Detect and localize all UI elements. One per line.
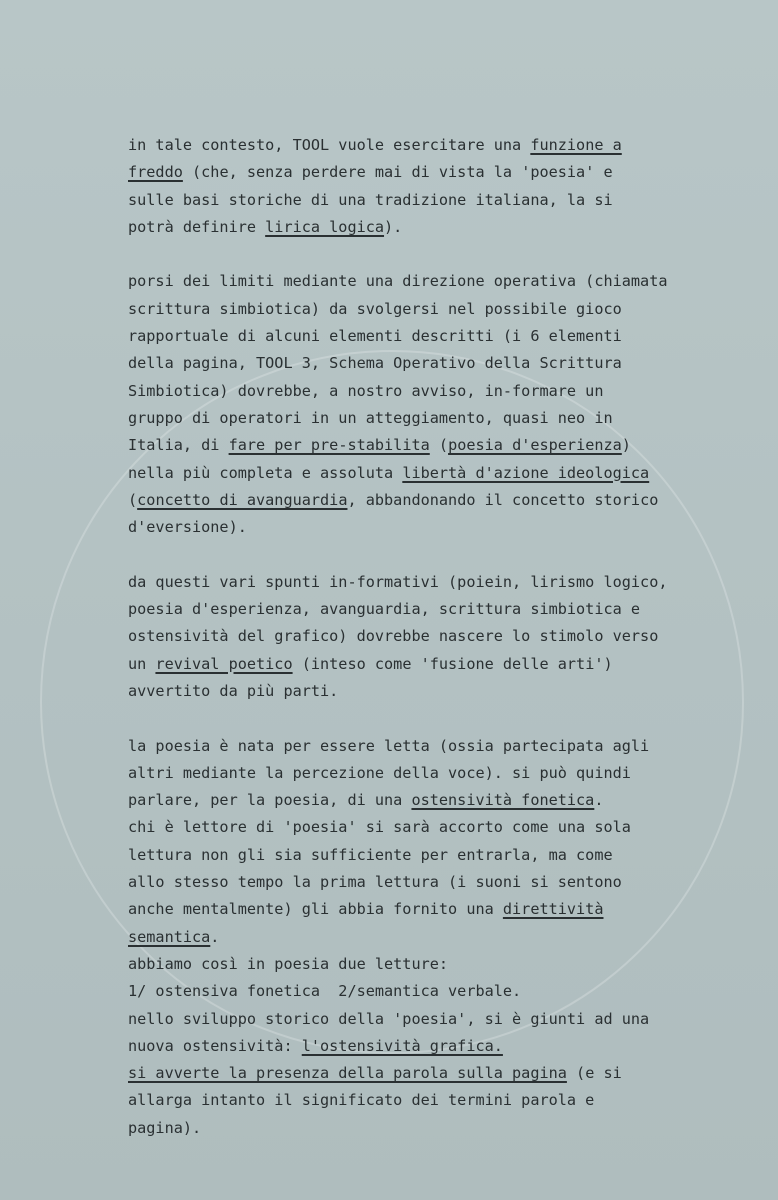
text-line: [128, 432, 748, 459]
text-segment: da questi vari spunti in-formativi (poiein, lirismo logico,: [128, 572, 668, 591]
text-segment: altri mediante la percezione della voce). si può quindi: [128, 763, 631, 782]
text-segment: ).: [384, 217, 403, 236]
text-line: [128, 951, 748, 978]
text-line: [128, 896, 748, 923]
text-segment: pagina).: [128, 1118, 202, 1137]
text-line: [128, 869, 748, 896]
text-line: [128, 596, 748, 623]
text-segment: rapportuale di alcuni elementi descritti (i 6 elementi: [128, 327, 622, 346]
text-line: [128, 378, 748, 405]
text-line: [128, 1060, 748, 1087]
underlined-phrase: semantica: [128, 927, 211, 946]
paragraph-gap: [128, 705, 748, 732]
text-segment: anche mentalmente) gli abbia fornito una: [128, 900, 503, 919]
text-line: [128, 187, 748, 214]
text-segment: (: [128, 490, 138, 509]
text-segment: scrittura simbiotica) da svolgersi nel possibile gioco: [128, 299, 622, 318]
text-segment: poesia d'esperienza, avanguardia, scrittura simbiotica e: [128, 600, 641, 619]
text-line: [128, 842, 748, 869]
text-line: [128, 1115, 748, 1142]
text-line: [128, 1033, 748, 1060]
text-segment: (e si: [566, 1064, 622, 1083]
text-segment: porsi dei limiti mediante una direzione operativa (chiamata: [128, 272, 668, 291]
text-line: [128, 569, 748, 596]
text-line: [128, 651, 748, 678]
text-segment: Simbiotica) dovrebbe, a nostro avviso, in-formare un: [128, 381, 604, 400]
underlined-phrase: l'ostensività grafica.: [301, 1036, 503, 1055]
underlined-phrase: ostensività fonetica: [411, 791, 595, 810]
text-line: [128, 814, 748, 841]
text-segment: della pagina, TOOL 3, Schema Operativo della Scrittura: [128, 354, 622, 373]
text-line: [128, 787, 748, 814]
underlined-phrase: libertà d'azione ideologica: [402, 463, 650, 482]
text-segment: ostensività del grafico) dovrebbe nascere lo stimolo verso: [128, 627, 659, 646]
underlined-phrase: fare per pre-stabilita: [228, 436, 430, 455]
text-segment: allo stesso tempo la prima lettura (i suoni si sentono: [128, 873, 622, 892]
text-line: [128, 1006, 748, 1033]
text-segment: .: [210, 927, 220, 946]
text-line: [128, 760, 748, 787]
underlined-phrase: concetto di avanguardia: [137, 490, 348, 509]
text-segment: Italia, di: [128, 436, 229, 455]
paragraph-gap: [128, 541, 748, 568]
text-segment: parlare, per la poesia, di una: [128, 791, 412, 810]
text-segment: sulle basi storiche di una tradizione italiana, la si: [128, 190, 613, 209]
text-line: [128, 132, 748, 159]
underlined-phrase: si avverte la presenza della parola sulla pagina: [128, 1064, 567, 1083]
text-line: [128, 733, 748, 760]
text-segment: (: [429, 436, 449, 455]
underlined-phrase: direttività: [502, 900, 604, 919]
text-segment: in tale contesto, TOOL vuole esercitare una: [128, 136, 531, 154]
text-segment: 1/ ostensiva fonetica 2/semantica verbale.: [128, 982, 522, 1001]
text-segment: (inteso come 'fusione delle arti'): [292, 654, 613, 673]
text-segment: avvertito da più parti.: [128, 681, 339, 700]
text-line: [128, 296, 748, 323]
text-line: [128, 460, 748, 487]
text-segment: lettura non gli sia sufficiente per entrarla, ma come: [128, 845, 613, 864]
text-line: [128, 487, 748, 514]
text-segment: potrà definire: [128, 217, 266, 236]
underlined-phrase: poesia d'esperienza: [448, 436, 622, 455]
text-segment: allarga intanto il significato dei termini parola e: [128, 1091, 595, 1110]
text-line: [128, 1087, 748, 1114]
text-segment: nello sviluppo storico della 'poesia', si è giunti ad una: [128, 1009, 650, 1028]
typed-text-body: [128, 132, 748, 1142]
text-segment: ): [621, 436, 631, 455]
text-line: [128, 978, 748, 1005]
text-line: [128, 678, 748, 705]
text-segment: la poesia è nata per essere letta (ossia partecipata agli: [128, 736, 650, 755]
underlined-phrase: lirica logica: [265, 217, 385, 236]
text-segment: chi è lettore di 'poesia' si sarà accorto come una sola: [128, 818, 631, 837]
text-line: [128, 623, 748, 650]
underlined-phrase: freddo: [128, 163, 183, 182]
paragraph-gap: [128, 241, 748, 268]
text-segment: gruppo di operatori in un atteggiamento, quasi neo in: [128, 408, 613, 427]
text-segment: un: [128, 654, 156, 673]
text-line: [128, 323, 748, 350]
text-line: [128, 405, 748, 432]
text-segment: nella più completa e assoluta: [128, 463, 403, 482]
underlined-phrase: funzione a: [530, 136, 622, 154]
text-line: [128, 924, 748, 951]
text-line: [128, 159, 748, 186]
text-segment: (che, senza perdere mai di vista la 'poesia' e: [182, 163, 613, 182]
text-line: [128, 268, 748, 295]
text-segment: nuova ostensività:: [128, 1036, 302, 1055]
underlined-phrase: revival poetico: [155, 654, 293, 673]
text-line: [128, 350, 748, 377]
text-segment: , abbandonando il concetto storico: [347, 490, 659, 509]
text-line: [128, 214, 748, 241]
text-segment: abbiamo così in poesia due letture:: [128, 954, 449, 973]
text-segment: .: [594, 791, 604, 810]
text-line: [128, 514, 748, 541]
text-segment: d'eversione).: [128, 518, 247, 537]
